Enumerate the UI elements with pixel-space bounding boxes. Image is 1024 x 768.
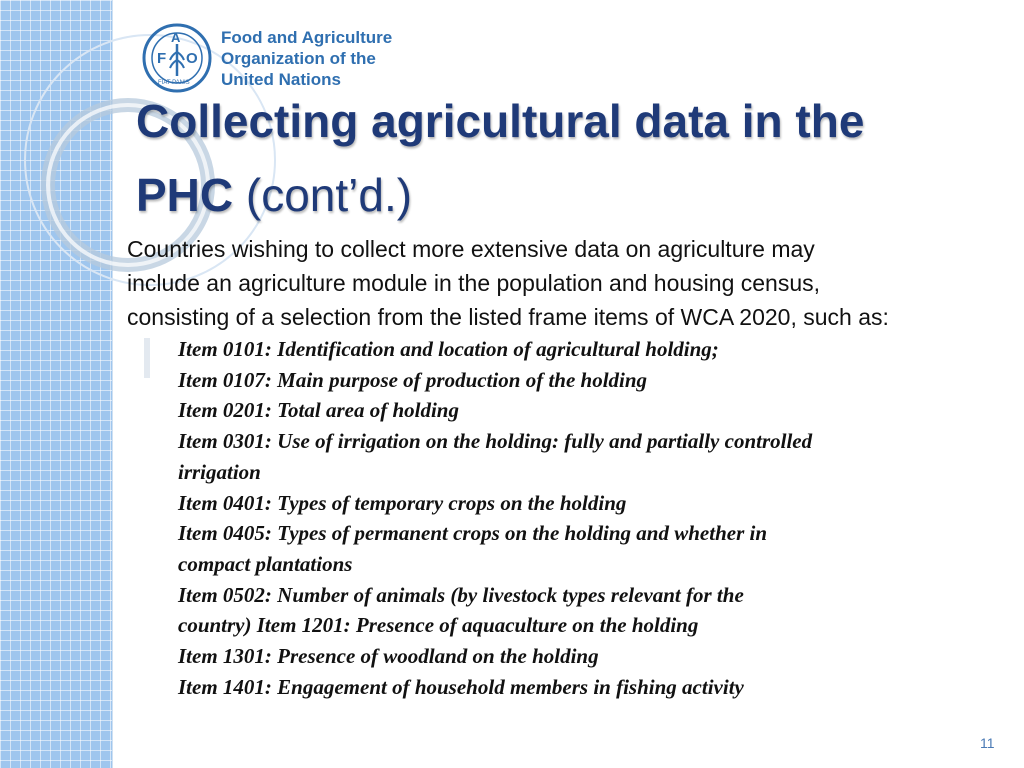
list-item: Item 1301: Presence of woodland on the holding — [178, 644, 599, 669]
list-item: Item 0107: Main purpose of production of the holding — [178, 367, 648, 392]
list-item: Item 0502: Number of animals (by livestock types relevant for the — [178, 582, 744, 607]
list-item: Item 0405: Types of permanent crops on the holding and whether in — [178, 521, 768, 546]
svg-text:O: O — [186, 50, 198, 67]
intro-line: consisting of a selection from the listed frame items of WCA 2020, such as: — [127, 304, 889, 330]
intro-paragraph — [127, 232, 1007, 334]
fao-name — [221, 27, 392, 90]
list-item: Item 0301: Use of irrigation on the holding: fully and partially controlled — [178, 429, 813, 454]
svg-text:F: F — [157, 50, 167, 67]
svg-text:A: A — [171, 30, 181, 45]
fao-name-line: Food and Agriculture — [221, 27, 393, 47]
list-item: compact plantations — [178, 551, 353, 576]
intro-line: include an agriculture module in the population and housing census, — [127, 270, 821, 296]
title-phc: PHC — [136, 169, 234, 221]
intro-line: Countries wishing to collect more extensive data on agriculture may — [127, 236, 815, 262]
title-line-2 — [136, 158, 996, 232]
deco-bar — [144, 338, 150, 378]
svg-text:FIAT PANIS: FIAT PANIS — [158, 80, 190, 86]
slide-title — [136, 84, 996, 232]
page-number: 11 — [980, 735, 995, 751]
fao-name-line: United Nations — [221, 69, 341, 89]
list-item: irrigation — [178, 459, 261, 484]
list-item: Item 0101: Identification and location of agricultural holding; — [178, 337, 719, 361]
list-item: country) Item 1201: Presence of aquaculture on the holding — [178, 613, 699, 638]
list-item: Item 0401: Types of temporary crops on the holding — [178, 490, 627, 515]
list-item: Item 1401: Engagement of household members in fishing activity — [178, 674, 744, 699]
list-item: Item 0201: Total area of holding — [178, 398, 459, 423]
title-contd: (cont’d.) — [245, 169, 413, 221]
fao-name-line: Organization of the — [221, 48, 376, 68]
title-line-1: Collecting agricultural data in the — [136, 95, 865, 147]
frame-items-list — [178, 334, 998, 702]
